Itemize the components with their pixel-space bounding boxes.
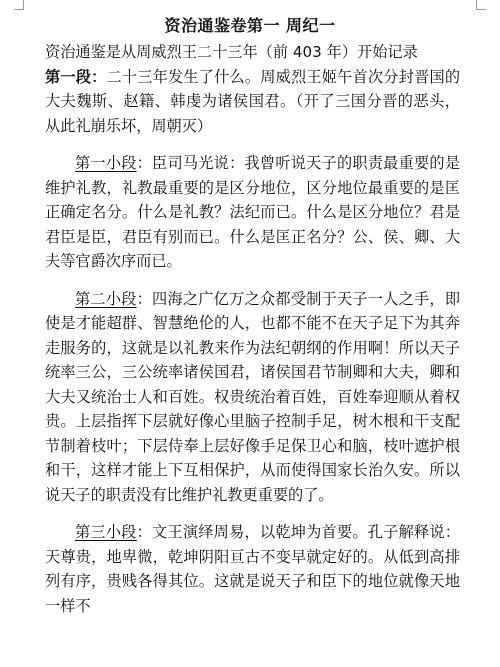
sub1-label: 第一小段 bbox=[75, 154, 137, 172]
sub3-paragraph bbox=[45, 520, 460, 618]
page-corner-mark-left bbox=[14, 0, 24, 10]
section1-text: 二十三年发生了什么。周威烈王姬午首次分封晋国的大夫魏斯、赵籍、韩虔为诸侯国君。（开了三国分晋的恶头，从此礼崩乐坏，周朝灭） bbox=[45, 67, 461, 135]
page-corner-mark-right bbox=[476, 0, 486, 10]
sub2-text: ：四海之广亿万之众都受制于天子一人之手，即使是才能超群、智慧绝伦的人，也都不能不在天子足下为其奔走服务的，这就是以礼教来作为法纪朝纲的作用啊！所以天子统率三公，三公统率诸侯国君，诸侯国君节制卿和大夫，卿和大夫又统治士人和百姓。权贵统治着百姓，百姓奉迎顺从着权贵。上层指挥下层就好像心里脑子控制手足，树木根和干支配节制着枝叶；下层侍奉上层好像手足保卫心和脑，枝叶遮护根和干，这样才能上下互相保护，从而使得国家长治久安。所以说天子的职责没有比维护礼教更重要的了。 bbox=[45, 289, 461, 504]
sub2-paragraph bbox=[45, 287, 460, 508]
section1-label: 第一段： bbox=[45, 67, 107, 86]
section1-paragraph bbox=[45, 65, 460, 139]
sub2-label: 第二小段 bbox=[75, 289, 137, 308]
sub1-text: ：臣司马光说：我曾听说天子的职责最重要的是维护礼教，礼教最重要的是区分地位，区分地位最重要的是匡正确定名分。什么是礼教？法纪而已。什么是区分地位？君是君臣是臣，君臣有别而已。什么是匡正名分？公、侯、卿、大夫等官爵次序而已。 bbox=[45, 154, 461, 270]
sub3-label: 第三小段 bbox=[75, 523, 137, 541]
document-body bbox=[45, 40, 460, 618]
sub1-paragraph bbox=[45, 151, 460, 274]
intro-paragraph: 资治通鉴是从周威烈王二十三年（前 403 年）开始记录 bbox=[45, 43, 418, 61]
sub3-text: ：文王演绎周易，以乾坤为首要。孔子解释说：天尊贵，地卑微，乾坤阴阳亘古不变早就定好的。从低到高排列有序，贵贱各得其位。这就是说天子和臣下的地位就像天地一样不 bbox=[45, 523, 461, 615]
document-title: 资治通鉴卷第一 周纪一 bbox=[164, 16, 336, 35]
